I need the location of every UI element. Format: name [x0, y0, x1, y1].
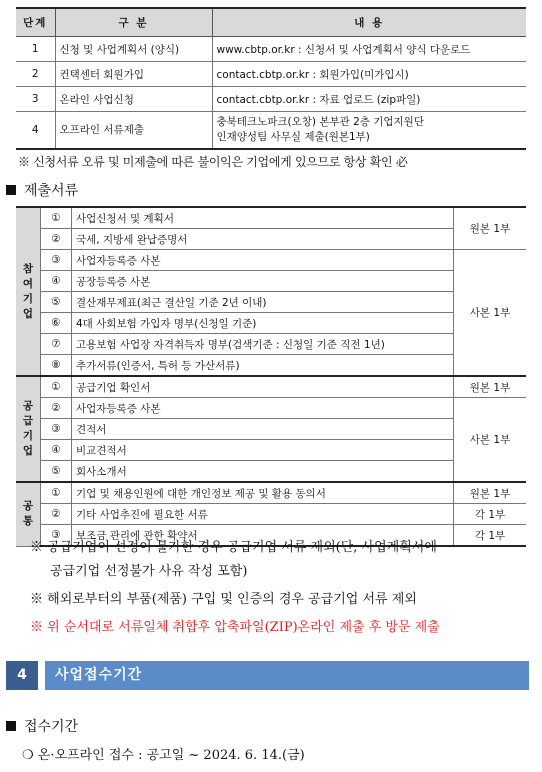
- table-row: [16, 292, 526, 313]
- note-line-red: ※ 위 순서대로 서류일체 취합후 압축파일(ZIP)온라인 제출 후 방문 제출: [30, 620, 440, 635]
- header-content: 내 용: [212, 8, 526, 37]
- section-title: 제출서류: [24, 183, 79, 199]
- item-number: ⑤: [41, 292, 72, 313]
- table-row: [16, 398, 526, 419]
- table-row: [16, 504, 526, 525]
- table-row: [16, 62, 526, 87]
- table-row: [16, 334, 526, 355]
- item-count: 사본 1부: [454, 250, 527, 377]
- item-count: 사본 1부: [454, 398, 527, 483]
- item-number: ③: [41, 250, 72, 271]
- item-number: ③: [41, 525, 72, 547]
- note-line: ※ 해외로부터의 부품(제품) 구입 및 인증의 경우 공급기업 서류 제외: [30, 592, 417, 607]
- item-number: ⑤: [41, 461, 72, 483]
- section-banner: [6, 661, 529, 690]
- note-line: ※ 공급기업이 선정이 불가한 경우 공급기업 서류 제외(단, 사업계획서에: [30, 540, 437, 555]
- item-number: ④: [41, 440, 72, 461]
- note-top: ※ 신청서류 오류 및 미제출에 따른 불이익은 기업에게 있으므로 항상 확인 必: [18, 155, 408, 169]
- table-row: [16, 440, 526, 461]
- group-label: 참 여 기 업: [16, 207, 41, 376]
- item-count: 원본 1부: [454, 482, 527, 504]
- step-content: www.cbtp.or.kr : 신청서 및 사업계획서 양식 다운로드: [212, 37, 526, 62]
- section-heading-docs: [6, 180, 78, 200]
- item-count: 원본 1부: [454, 376, 527, 398]
- step-content: contact.cbtp.or.kr : 회원가입(미가입시): [212, 62, 526, 87]
- item-text: 사업신청서 및 계획서: [72, 207, 454, 229]
- table-row: [16, 207, 526, 229]
- notes-block: [30, 536, 440, 640]
- period-line: ❍ 온·오프라인 접수 : 공고일 ~ 2024. 6. 14.(금): [22, 748, 305, 763]
- table-row: [16, 376, 526, 398]
- table-row: [16, 87, 526, 112]
- item-number: ②: [41, 504, 72, 525]
- step-category: 오프라인 서류제출: [55, 112, 212, 150]
- item-count: 각 1부: [454, 525, 527, 547]
- item-number: ①: [41, 482, 72, 504]
- item-number: ⑧: [41, 355, 72, 377]
- item-text: 국세, 지방세 완납증명서: [72, 229, 454, 250]
- item-count: 원본 1부: [454, 207, 527, 250]
- table-row: [16, 355, 526, 377]
- step-category: 신청 및 사업계획서 (양식): [55, 37, 212, 62]
- table-row: [16, 229, 526, 250]
- item-number: ④: [41, 271, 72, 292]
- table-row: [16, 419, 526, 440]
- group-label: 공 급 기 업: [16, 376, 41, 482]
- item-text: 기업 및 채용인원에 대한 개인정보 제공 및 활용 동의서: [72, 482, 454, 504]
- item-text: 회사소개서: [72, 461, 454, 483]
- table-row: [16, 271, 526, 292]
- item-number: ①: [41, 207, 72, 229]
- item-text: 4대 사회보험 가입자 명부(신청일 기준): [72, 313, 454, 334]
- item-text: 고용보험 사업장 자격취득자 명부(검색기준 : 신청일 기준 직전 1년): [72, 334, 454, 355]
- step-number: 1: [16, 37, 55, 62]
- group-label: 공 통: [16, 482, 41, 546]
- item-number: ⑦: [41, 334, 72, 355]
- table-row: [16, 112, 526, 150]
- item-text: 사업자등록증 사본: [72, 250, 454, 271]
- step-category: 컨택센터 회원가입: [55, 62, 212, 87]
- banner-title: 사업접수기간: [45, 661, 529, 690]
- steps-table: [16, 7, 526, 150]
- step-category: 온라인 사업신청: [55, 87, 212, 112]
- item-number: ②: [41, 398, 72, 419]
- item-text: 견적서: [72, 419, 454, 440]
- item-number: ②: [41, 229, 72, 250]
- item-count: 각 1부: [454, 504, 527, 525]
- item-text: 사업자등록증 사본: [72, 398, 454, 419]
- section-heading-period: [6, 716, 78, 736]
- item-text: 공장등록증 사본: [72, 271, 454, 292]
- table-row: [16, 313, 526, 334]
- item-text: 기타 사업추진에 필요한 서류: [72, 504, 454, 525]
- table-row: [16, 250, 526, 271]
- step-number: 2: [16, 62, 55, 87]
- table-row: [16, 461, 526, 483]
- banner-number: 4: [6, 661, 38, 690]
- note-line: 공급기업 선정불가 사유 작성 포함): [50, 564, 248, 579]
- item-text: 비교견적서: [72, 440, 454, 461]
- item-number: ①: [41, 376, 72, 398]
- item-text: 보조금 관리에 관한 확약서: [72, 525, 454, 547]
- item-text: 공급기업 확인서: [72, 376, 454, 398]
- item-text: 결산재무제표(최근 결산일 기준 2년 이내): [72, 292, 454, 313]
- item-number: ⑥: [41, 313, 72, 334]
- section-title: 접수기간: [24, 719, 79, 735]
- step-number: 3: [16, 87, 55, 112]
- table-row: [16, 37, 526, 62]
- item-text: 추가서류(인증서, 특허 등 가산서류): [72, 355, 454, 377]
- step-content-line: 인재양성팀 사무실 제출(원본1부): [216, 131, 370, 143]
- steps-header-row: [16, 8, 526, 37]
- square-bullet-icon: [6, 721, 16, 731]
- header-category: 구 분: [55, 8, 212, 37]
- table-row: [16, 482, 526, 504]
- step-content-line: 충북테크노파크(오창) 본부관 2층 기업지원단: [216, 116, 424, 128]
- header-step: 단계: [16, 8, 55, 37]
- docs-table: [16, 206, 526, 547]
- step-content: contact.cbtp.or.kr : 자료 업로드 (zip파일): [212, 87, 526, 112]
- step-content: [212, 112, 526, 150]
- step-number: 4: [16, 112, 55, 150]
- square-bullet-icon: [6, 185, 16, 195]
- item-number: ③: [41, 419, 72, 440]
